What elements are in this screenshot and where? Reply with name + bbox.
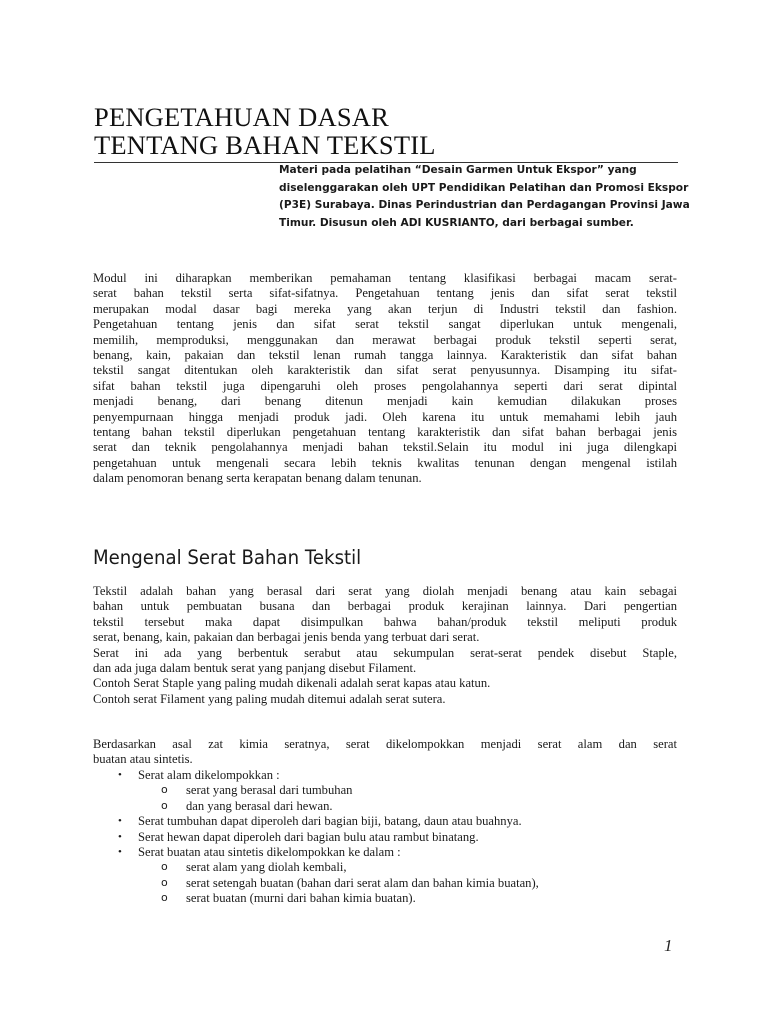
paragraph-line: serat, benang, kain, pakaian dan berbagai jenis benda yang terbuat dari serat.	[93, 630, 480, 645]
paragraph-line: tentang bahan tekstil diperlukan pengetahuan tentang karakteristik dan sifat bahan berbagai jenis	[93, 424, 677, 439]
circle-bullet-icon: o	[161, 783, 168, 797]
intro-paragraph	[93, 271, 677, 486]
list-item-text: serat alam yang diolah kembali,	[186, 860, 347, 875]
paragraph-line: Pengetahuan tentang jenis dan sifat serat tekstil sangat diperlukan untuk mengenali,	[93, 317, 677, 332]
paragraph-line: buatan atau sintetis.	[93, 752, 193, 767]
paragraph-line: bahan untuk pembuatan busana dan berbagai produk kerajinan lainnya. Dari pengertian	[93, 599, 677, 614]
sub-list-item	[93, 799, 677, 814]
paragraph-line: menjadi benang, dari benang ditenun menjadi kain kemudian dilakukan proses	[93, 394, 677, 409]
paragraph-line: serat dan teknik pengolahannya menjadi bahan tekstil.Selain itu modul ini juga dilengkapi	[93, 440, 677, 455]
list-item-text: serat setengah buatan (bahan dari serat alam dan bahan kimia buatan),	[186, 875, 539, 890]
paragraph-line: Berdasarkan asal zat kimia seratnya, serat dikelompokkan menjadi serat alam dan serat	[93, 737, 677, 751]
paragraph-line: Tekstil adalah bahan yang berasal dari serat yang diolah menjadi benang atau kain sebagai	[93, 584, 677, 598]
sub-list-item	[93, 891, 677, 906]
title-line: PENGETAHUAN DASAR	[94, 102, 389, 132]
bullet-icon: •	[118, 769, 122, 781]
bullet-icon: •	[118, 845, 122, 858]
bullet-icon: •	[118, 830, 122, 843]
classification-list	[93, 768, 677, 907]
list-item	[93, 814, 677, 829]
classification-paragraph	[93, 737, 677, 768]
paragraph-line: benang, kain, pakaian dan tekstil lenan rumah tangga lainnya. Karakteristik dan sifat bahan	[93, 347, 677, 362]
paragraph-line: sifat bahan tekstil juga dipengaruhi oleh proses pengolahannya seperti dari serat dipintal	[93, 378, 677, 393]
paragraph-line: Contoh serat Filament yang paling mudah ditemui adalah serat sutera.	[93, 691, 446, 706]
subtitle-line: diselenggarakan oleh UPT Pendidikan Pelatihan dan Promosi Ekspor	[279, 181, 689, 194]
paragraph-line: serat bahan tekstil serta sifat-sifatnya. Pengetahuan tentang jenis dan sifat serat tekstil	[93, 286, 677, 301]
paragraph-line: Contoh Serat Staple yang paling mudah dikenali adalah serat kapas atau katun.	[93, 676, 491, 691]
paragraph-line: dan ada juga dalam bentuk serat yang panjang disebut Filament.	[93, 660, 417, 675]
list-item-text: dan yang berasal dari hewan.	[186, 798, 333, 813]
sub-list-item	[93, 876, 677, 891]
document-subtitle	[279, 162, 690, 232]
list-item	[93, 845, 677, 860]
paragraph-line: merupakan modal dasar bagi mereka yang akan terjun di Industri tekstil dan fashion.	[93, 301, 677, 316]
circle-bullet-icon: o	[161, 798, 168, 812]
list-item-text: Serat tumbuhan dapat diperoleh dari bagian biji, batang, daun atau buahnya.	[138, 814, 522, 829]
paragraph-line: penyempurnaan hingga menjadi produk jadi. Oleh karena itu untuk memahami lebih jauh	[93, 409, 677, 424]
circle-bullet-icon: o	[161, 860, 168, 874]
list-item-text: serat yang berasal dari tumbuhan	[186, 783, 353, 798]
document-title	[94, 103, 684, 159]
list-item-text: serat buatan (murni dari bahan kimia buatan).	[186, 891, 416, 906]
paragraph-line: tekstil sangat ditentukan oleh karakteristik dan sifat serat penyusunnya. Disamping itu sifat-	[93, 363, 677, 378]
circle-bullet-icon: o	[161, 891, 168, 905]
paragraph-line: Serat ini ada yang berbentuk serabut atau sekumpulan serat-serat pendek disebut Staple,	[93, 645, 677, 660]
list-item	[93, 768, 677, 783]
bullet-icon: •	[118, 815, 122, 828]
list-item-text: Serat alam dikelompokkan :	[138, 768, 280, 782]
page-number: 1	[664, 936, 673, 955]
list-item	[93, 830, 677, 845]
paragraph-line: dalam penomoran benang serta kerapatan benang dalam tenunan.	[93, 471, 422, 486]
circle-bullet-icon: o	[161, 875, 168, 889]
subtitle-line: (P3E) Surabaya. Dinas Perindustrian dan Perdagangan Provinsi Jawa	[279, 199, 690, 211]
paragraph-line: memilih, memproduksi, menggunakan dan merawat berbagai produk tekstil seperti serat,	[93, 332, 677, 347]
list-item-text: Serat hewan dapat diperoleh dari bagian bulu atau rambut binatang.	[138, 829, 479, 844]
paragraph-line: tekstil tersebut maka dapat disimpulkan bahwa bahan/produk tekstil meliputi produk	[93, 614, 677, 629]
title-line: TENTANG BAHAN TEKSTIL	[94, 130, 436, 160]
subtitle-line: Materi pada pelatihan “Desain Garmen Untuk Ekspor” yang	[279, 164, 637, 176]
paragraph-line: Modul ini diharapkan memberikan pemahaman tentang klasifikasi berbagai macam serat-	[93, 271, 677, 285]
section-paragraph	[93, 584, 677, 707]
section-heading: Mengenal Serat Bahan Tekstil	[93, 546, 362, 569]
paragraph-line: pengetahuan untuk mengenali secara lebih teknis kwalitas tenunan dengan mengenal istilah	[93, 455, 677, 470]
sub-list-item	[93, 860, 677, 875]
subtitle-line: Timur. Disusun oleh ADI KUSRIANTO, dari berbagai sumber.	[279, 216, 634, 229]
list-item-text: Serat buatan atau sintetis dikelompokkan ke dalam :	[138, 844, 401, 859]
sub-list-item	[93, 783, 677, 798]
